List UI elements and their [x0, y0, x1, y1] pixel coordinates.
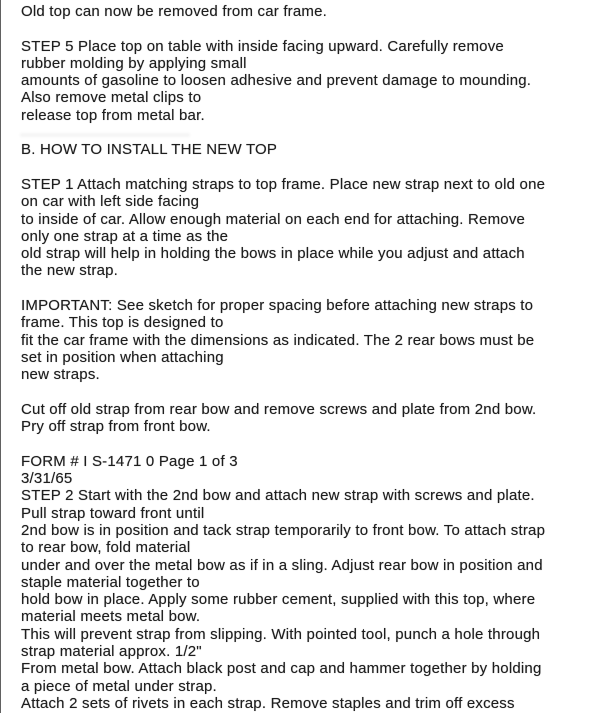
text-line: strap material approx. 1/2" — [21, 642, 202, 660]
text-line: release top from metal bar. — [21, 106, 205, 124]
text-line: old strap will help in holding the bows in place while you adjust and attach — [21, 245, 525, 263]
text-line: new straps. — [21, 366, 100, 384]
text-line: fit the car frame with the dimensions as indicated. The 2 rear bows must be — [21, 331, 535, 349]
page-edge-scan-line — [0, 0, 1, 713]
text-line: a piece of metal under strap. — [21, 677, 217, 695]
text-line: STEP 2 Start with the 2nd bow and attach new strap with screws and plate. — [21, 487, 535, 505]
text-line: hold bow in place. Apply some rubber cement, supplied with this top, where — [21, 591, 536, 609]
text-line: staple material together to — [21, 573, 200, 591]
text-line: to rear bow, fold material — [21, 539, 191, 557]
text-line: set in position when attaching — [21, 348, 224, 366]
date-line: 3/31/65 — [21, 470, 73, 488]
text-line: material meets metal bow. — [21, 608, 201, 626]
document-text-block — [21, 3, 596, 712]
blank-line — [21, 20, 596, 37]
form-number-line: FORM # I S-1471 0 Page 1 of 3 — [21, 452, 238, 470]
blank-line — [21, 435, 596, 452]
text-line: This will prevent strap from slipping. With pointed tool, punch a hole through — [21, 625, 541, 643]
text-line: Old top can now be removed from car frame. — [21, 3, 328, 20]
text-line: IMPORTANT: See sketch for proper spacing before attaching new straps to — [21, 297, 534, 315]
text-line: rubber molding by applying small — [21, 54, 247, 72]
text-line: STEP 5 Place top on table with inside facing upward. Carefully remove — [21, 37, 504, 55]
text-line: to inside of car. Allow enough material on each end for attaching. Remove — [21, 210, 526, 228]
blank-line — [21, 280, 596, 297]
text-line: under and over the metal bow as if in a sling. Adjust rear bow in position and — [21, 556, 543, 574]
text-line: Cut off old strap from rear bow and remove screws and plate from 2nd bow. — [21, 400, 537, 418]
blank-line — [21, 159, 596, 176]
text-line: STEP 1 Attach matching straps to top frame. Place new strap next to old one — [21, 175, 546, 193]
text-line: Attach 2 sets of rivets in each strap. Remove staples and trim off excess — [21, 694, 515, 712]
text-line: the new strap. — [21, 262, 119, 280]
blank-line — [21, 124, 596, 141]
text-line: amounts of gasoline to loosen adhesive and prevent damage to mounding. — [21, 72, 532, 90]
blank-line — [21, 384, 596, 401]
text-line: Also remove metal clips to — [21, 89, 202, 107]
text-line: 2nd bow is in position and tack strap temporarily to front bow. To attach strap — [21, 521, 546, 539]
text-line: on car with left side facing — [21, 193, 200, 211]
section-heading: B. HOW TO INSTALL THE NEW TOP — [21, 141, 278, 159]
text-line: From metal bow. Attach black post and cap and hammer together by holding — [21, 660, 542, 678]
text-line: Pull strap toward front until — [21, 504, 205, 522]
text-line: Pry off strap from front bow. — [21, 418, 211, 436]
text-line: frame. This top is designed to — [21, 314, 224, 332]
text-line: only one strap at a time as the — [21, 227, 229, 245]
